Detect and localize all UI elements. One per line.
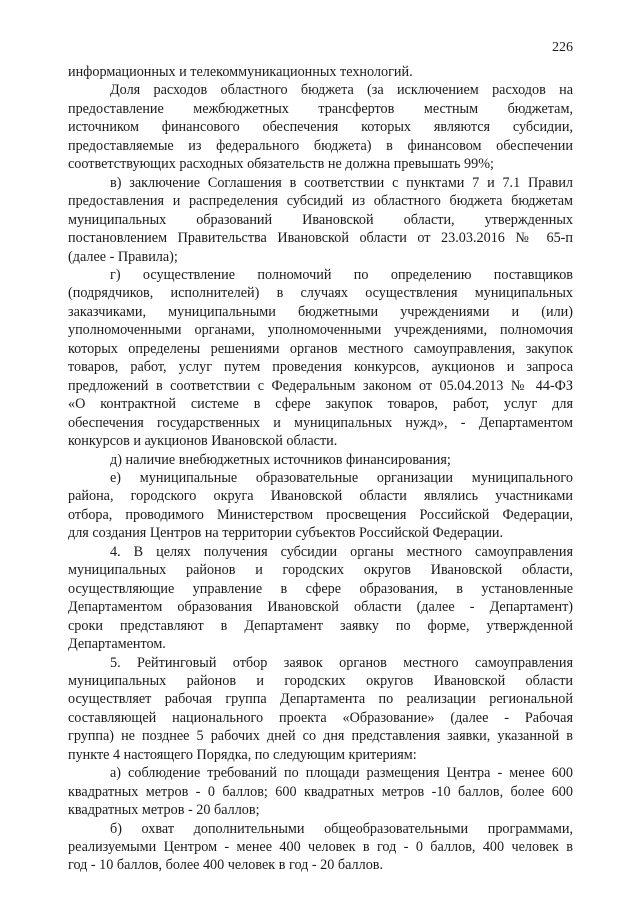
text-line: д) наличие внебюджетных источников финансирования; <box>110 451 451 468</box>
text-line: Доля расходов областного бюджета (за исключением расходов на <box>110 82 573 99</box>
paragraph <box>68 469 573 543</box>
text-line: предложений в соответствии с Федеральным законом от 05.04.2013 № 44-ФЗ <box>68 377 573 394</box>
text-line: товаров, работ, услуг путем проведения конкурсов, аукционов и запроса <box>68 359 573 376</box>
text-line: осуществляет рабочая группа Департамента по реализации региональной <box>68 691 573 708</box>
text-line: осуществляющие управление в сфере образования, в установленные <box>68 580 573 597</box>
text-line: Департаментом. <box>68 636 166 653</box>
paragraph <box>68 654 573 765</box>
text-line: Департаментом образования Ивановской области (далее - Департамент) <box>68 599 573 616</box>
text-line: квадратных метров - 0 баллов; 600 квадратных метров -10 баллов, более 600 <box>68 783 573 800</box>
text-line: муниципальных районов и городских округов Ивановской области <box>68 672 573 689</box>
text-line: группа) не позднее 5 рабочих дней со дня представления заявки, указанной в <box>68 728 573 745</box>
text-line: в) заключение Соглашения в соответствии с пунктами 7 и 7.1 Правил <box>110 174 573 191</box>
text-line: квадратных метров - 20 баллов; <box>68 802 260 819</box>
paragraph <box>68 820 573 875</box>
text-line: уполномоченными органами, уполномоченными учреждениями, полномочия <box>68 322 573 339</box>
text-line: муниципальных районов и городских округов Ивановской области, <box>68 562 573 579</box>
text-line: источником финансового обеспечения которых являются субсидии, <box>68 119 573 136</box>
text-line: района, городского округа Ивановской области являлись участниками <box>68 488 573 505</box>
text-line: 5. Рейтинговый отбор заявок органов местного самоуправления <box>110 654 573 671</box>
text-line: предоставляемые из федерального бюджета) в финансовом обеспечении <box>68 137 573 154</box>
text-line: отбора, проводимого Министерством просвещения Российской Федерации, <box>68 506 573 523</box>
text-line: 4. В целях получения субсидии органы местного самоуправления <box>110 543 573 560</box>
paragraph <box>68 764 573 819</box>
text-line: е) муниципальные образовательные организации муниципального <box>110 469 573 486</box>
text-line: составляющей национального проекта «Образование» (далее - Рабочая <box>68 709 573 726</box>
text-line: предоставления и распределения субсидий из областного бюджета бюджетам <box>68 193 573 210</box>
page-number: 226 <box>552 40 573 55</box>
text-line: «О контрактной системе в сфере закупок товаров, работ, услуг для <box>68 396 573 413</box>
paragraph <box>68 266 573 451</box>
text-line: заказчиками, муниципальными бюджетными учреждениями и (или) <box>68 303 573 320</box>
document-body <box>68 63 573 875</box>
paragraph <box>68 174 573 266</box>
text-line: информационных и телекоммуникационных технологий. <box>68 64 413 80</box>
text-line: пункте 4 настоящего Порядка, по следующим критериям: <box>68 746 417 763</box>
paragraph <box>68 63 573 81</box>
text-line: муниципальных образований Ивановской области, утвержденных <box>68 211 573 228</box>
paragraph <box>68 543 573 654</box>
text-line: соответствующих расходных обязательств не должна превышать 99%; <box>68 156 494 173</box>
text-line: предоставление межбюджетных трансфертов местным бюджетам, <box>68 100 573 117</box>
text-line: (подрядчиков, исполнителей) в случаях осуществления муниципальных <box>68 285 573 302</box>
paragraph <box>68 81 573 173</box>
text-line: г) осуществление полномочий по определению поставщиков <box>110 266 573 283</box>
text-line: которых определены решениями органов местного самоуправления, закупок <box>68 340 573 357</box>
text-line: для создания Центров на территории субъектов Российской Федерации. <box>68 525 504 542</box>
text-line: (далее - Правила); <box>68 248 178 265</box>
text-line: реализуемыми Центром - менее 400 человек в год - 0 баллов, 400 человек в <box>68 839 573 856</box>
text-line: год - 10 баллов, более 400 человек в год - 20 баллов. <box>68 857 384 874</box>
text-line: обеспечения государственных и муниципальных нужд», - Департаментом <box>68 414 573 431</box>
text-line: конкурсов и аукционов Ивановской области. <box>68 433 338 450</box>
text-line: сроки представляют в Департамент заявку по форме, утвержденной <box>68 617 573 634</box>
text-line: постановлением Правительства Ивановской области от 23.03.2016 № 65-п <box>68 230 573 247</box>
paragraph <box>68 451 573 469</box>
text-line: а) соблюдение требований по площади размещения Центра - менее 600 <box>110 765 573 782</box>
text-line: б) охват дополнительными общеобразовательными программами, <box>110 820 573 837</box>
